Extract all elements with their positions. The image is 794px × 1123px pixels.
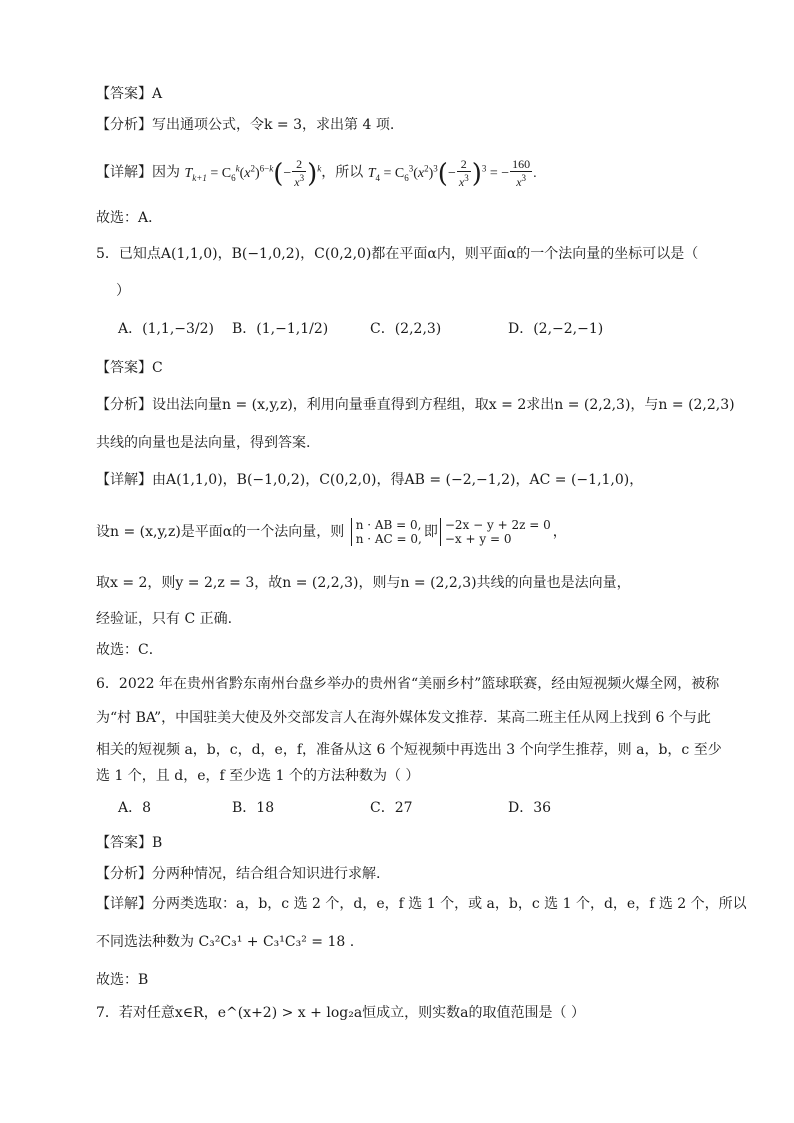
q5-detail-line3: 取x = 2，则y = 2,z = 3，故n = (2,2,3)，则与n = (2,2,3)共线的向量也是法向量， <box>96 575 631 591</box>
q6-stem-line1: 6．2022 年在贵州省黔东南州台盘乡举办的贵州省“美丽乡村”篮球联赛，经由短视频火爆全网，被称 <box>96 676 720 692</box>
q6-option-b: B．18 <box>232 800 275 816</box>
q5-detail-text2b: 即 <box>423 524 438 540</box>
q6-stem-line3: 相关的短视频 a，b，c，d，e，f，准备从这 6 个短视频中再选出 3 个向学生推荐，则 a，b，c 至少 <box>96 742 722 758</box>
q5-analysis-text1: 设出法向量n = (x,y,z)，利用向量垂直得到方程组，取x = 2求出n = (2,2,3)，与n = (2,2,3) <box>152 397 735 413</box>
q5-option-b: B．(1,−1,1/2) <box>232 321 329 337</box>
q4-analysis-line <box>96 115 394 135</box>
q6-analysis: 分两种情况，结合组合知识进行求解. <box>152 866 381 882</box>
detail-label: 【详解】 <box>96 896 152 912</box>
q6-option-c: C．27 <box>370 800 413 816</box>
q4-detail-mid: ，所以 <box>321 164 364 181</box>
q4-formula-t4: $T_4 = C_6^3(x^2)^3(-$ $\frac{2}{x^3}$ )$^3$ = − $\frac{160}{x^3}$ . <box>367 157 537 189</box>
analysis-label: 【分析】 <box>96 397 152 413</box>
q4-answer: A <box>152 86 163 102</box>
q5-option-c: C．(2,2,3) <box>370 321 442 337</box>
q5-analysis-line2: 共线的向量也是法向量，得到答案. <box>96 435 311 451</box>
answer-label: 【答案】 <box>96 360 152 376</box>
q6-stem-line2: 为“村 BA”，中国驻美大使及外交部发言人在海外媒体发文推荐．某高二班主任从网上找到 6 个与此 <box>96 710 711 726</box>
q5-answer-line <box>96 358 163 378</box>
q5-sys1-row2: n · AC = 0, <box>355 532 422 546</box>
q6-option-a: A．8 <box>118 800 152 816</box>
q5-answer: C <box>152 360 163 376</box>
q4-conclusion: 故选：A． <box>96 210 163 226</box>
q5-detail-line4: 经验证，只有 C 正确. <box>96 611 233 627</box>
analysis-label: 【分析】 <box>96 866 152 882</box>
q5-stem-line2: ） <box>116 283 130 299</box>
q5-option-d: D．(2,−2,−1) <box>508 321 604 337</box>
q6-detail-line1 <box>96 894 747 914</box>
q4-detail-line <box>96 158 537 189</box>
q5-sys2-row2: −x + y = 0 <box>444 532 512 546</box>
q5-system-2 <box>440 518 551 546</box>
q5-detail-text2a: 设n = (x,y,z)是平面α的一个法向量，则 <box>96 524 345 540</box>
q4-answer-line <box>96 84 162 104</box>
q5-detail-line1 <box>96 470 643 490</box>
q4-detail-prefix: 因为 <box>152 164 180 181</box>
q5-detail-text1: 由A(1,1,0)，B(−1,0,2)，C(0,2,0)，得AB = (−2,−1,2)，AC = (−1,1,0)， <box>152 472 644 488</box>
answer-label: 【答案】 <box>96 835 152 851</box>
q7-stem: 7．若对任意x∈R，e^(x+2) > x + log₂a恒成立，则实数a的取值范围是（ ） <box>96 1005 585 1021</box>
q6-option-d: D．36 <box>508 800 552 816</box>
q5-sys1-row1: n · AB = 0, <box>355 518 422 532</box>
q6-answer: B <box>152 835 163 851</box>
analysis-label: 【分析】 <box>96 117 152 133</box>
q6-stem-line4: 选 1 个，且 d，e，f 至少选 1 个的方法种数为（ ） <box>96 768 420 784</box>
q5-system-1 <box>351 518 422 546</box>
answer-label: 【答案】 <box>96 86 152 102</box>
q5-detail-line2: 设n = (x,y,z)是平面α的一个法向量，则 n · AB = 0, n · AC = 0, 即 −2x − y + 2z = 0 −x + y = 0 ， <box>96 518 567 546</box>
detail-label: 【详解】 <box>96 472 152 488</box>
q6-detail-text1: 分两类选取：a，b，c 选 2 个，d，e，f 选 1 个，或 a，b，c 选 1 个，d，e，f 选 2 个，所以 <box>152 896 747 912</box>
q5-conclusion: 故选：C． <box>96 642 163 658</box>
q6-answer-line <box>96 833 162 853</box>
q6-detail-line2: 不同选法种数为 C₃²C₃¹ + C₃¹C₃² = 18 . <box>96 934 355 950</box>
q6-analysis-line <box>96 864 380 884</box>
q6-conclusion: 故选：B <box>96 972 149 988</box>
detail-label: 【详解】 <box>96 164 152 181</box>
q4-formula-general: $T_{k+1} = C_6^k(x^2)^{6-k}(-$ $\frac{2}{x^3}$ )$^k$ <box>184 157 322 189</box>
q4-analysis: 写出通项公式，令k = 3，求出第 4 项. <box>152 117 395 133</box>
q5-sys2-row1: −2x − y + 2z = 0 <box>444 518 551 532</box>
q5-option-a: A．(1,1,−3/2) <box>118 321 215 337</box>
q5-stem-line1: 5．已知点A(1,1,0)，B(−1,0,2)，C(0,2,0)都在平面α内，则平面α的一个法向量的坐标可以是（ <box>96 246 699 262</box>
q5-analysis-line1 <box>96 395 735 415</box>
